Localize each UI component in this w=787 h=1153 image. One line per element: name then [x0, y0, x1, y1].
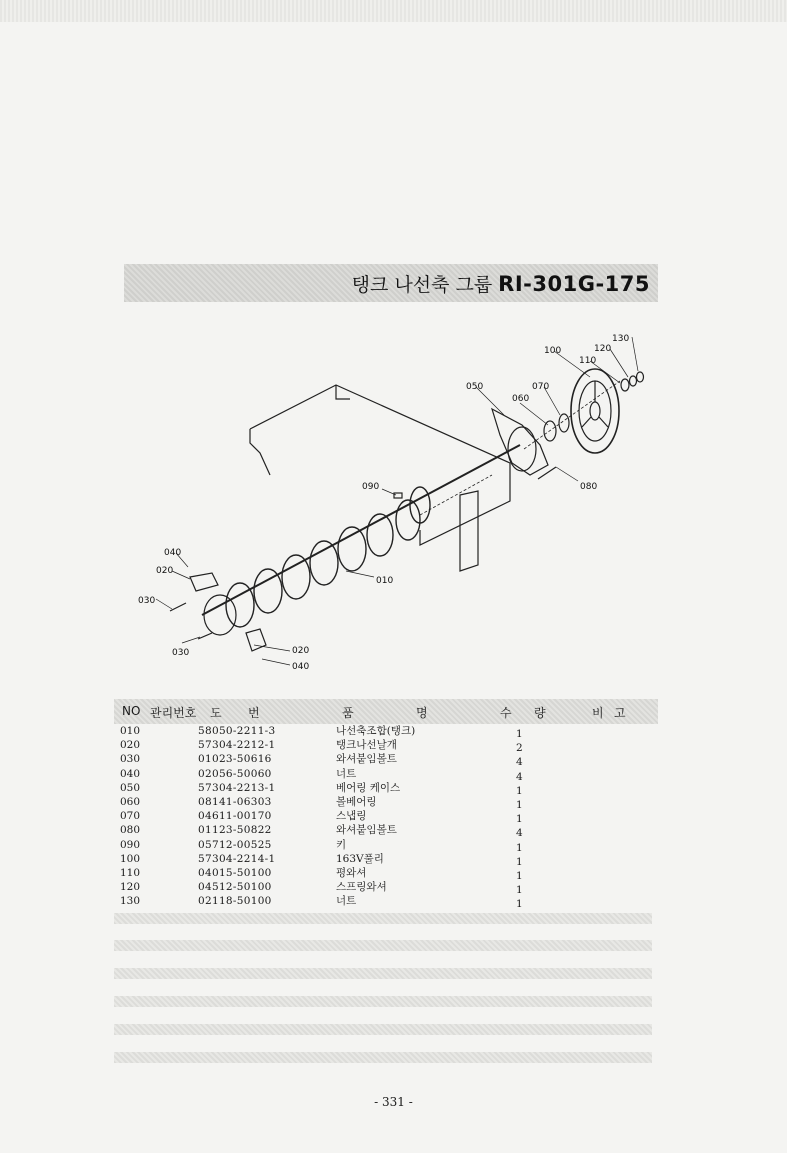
cell-name: 탱크나선날개	[336, 739, 397, 752]
cell-name: 나선축조합(탱크)	[336, 725, 416, 737]
label-110: 110	[579, 356, 597, 366]
cell-no: 130	[120, 895, 141, 908]
table-row	[114, 752, 658, 769]
bearing-case	[492, 409, 548, 475]
cell-part: 05712-00525	[198, 838, 272, 851]
cell-name: 너트	[336, 767, 357, 780]
empty-row-stripe	[114, 940, 652, 951]
table-row	[114, 823, 658, 840]
label-120: 120	[594, 344, 612, 354]
label-090: 090	[362, 482, 380, 492]
cell-part: 04512-50100	[198, 881, 272, 894]
cell-name: 163V풀리	[336, 852, 384, 865]
label-030-bottom: 030	[172, 648, 190, 658]
cell-qty: 4	[516, 827, 523, 840]
cell-part: 58050-2211-3	[198, 725, 276, 737]
page-number: - 331 -	[374, 1095, 413, 1109]
table-row	[114, 795, 658, 809]
cell-name: 스프링와셔	[336, 881, 387, 894]
header-qty-a: 수	[500, 706, 512, 720]
table-row	[114, 738, 658, 755]
table-row	[114, 852, 658, 866]
cell-qty: 4	[516, 756, 523, 769]
cell-no: 080	[120, 824, 141, 837]
cell-qty: 4	[516, 770, 523, 783]
title-korean: 탱크 나선축 그룹	[351, 274, 493, 296]
frame-edge	[336, 385, 350, 399]
cell-part: 04611-00170	[198, 810, 272, 823]
spring-washer	[630, 376, 637, 386]
empty-row-stripe	[114, 1052, 652, 1063]
label-040-top: 040	[164, 548, 182, 558]
table-row	[114, 880, 658, 897]
parts-table-body	[114, 724, 658, 911]
cell-qty: 1	[516, 841, 523, 854]
cell-qty: 1	[516, 855, 523, 868]
cell-part: 02118-50100	[198, 895, 272, 908]
label-070: 070	[532, 382, 550, 392]
cell-no: 040	[120, 767, 141, 780]
table-row	[114, 866, 658, 880]
nut	[637, 372, 644, 382]
cell-part: 04015-50100	[198, 866, 272, 879]
empty-row-stripe	[114, 968, 652, 979]
empty-row-stripe	[114, 913, 652, 924]
header-remark-a: 비	[592, 706, 604, 720]
header-remark-b: 고	[614, 706, 626, 720]
frame-rail	[250, 429, 270, 475]
header-mgmt: 관리번호	[150, 706, 197, 720]
frame-bracket	[250, 385, 510, 545]
table-row	[114, 838, 658, 852]
cell-qty: 1	[516, 798, 523, 811]
cell-qty: 1	[516, 884, 523, 897]
page-title	[352, 270, 650, 297]
cell-qty: 1	[516, 898, 523, 911]
cell-qty: 1	[516, 784, 523, 797]
header-name-b: 명	[416, 706, 428, 720]
empty-row-stripe	[114, 1024, 652, 1035]
cell-name: 베어링 케이스	[336, 781, 401, 794]
empty-row-stripe	[114, 996, 652, 1007]
cell-name: 스냅링	[336, 810, 367, 823]
cell-no: 120	[120, 881, 141, 894]
label-040-bottom: 040	[292, 662, 310, 672]
blade-upper	[190, 573, 218, 591]
cell-name: 와셔붙임볼트	[336, 824, 397, 837]
blade-lower	[246, 629, 266, 651]
cell-name: 볼베어링	[336, 795, 377, 808]
header-name-a: 품	[342, 706, 354, 720]
cell-part: 01123-50822	[198, 824, 272, 837]
cell-part: 57304-2213-1	[198, 781, 276, 794]
cell-qty: 1	[516, 813, 523, 826]
label-050: 050	[466, 382, 484, 392]
bolt-030a	[170, 603, 186, 611]
label-020-bottom: 020	[292, 646, 310, 656]
mount-plate	[460, 491, 478, 571]
spiral-flights	[226, 487, 430, 627]
pulley-hub	[590, 402, 600, 420]
label-060: 060	[512, 394, 530, 404]
header-part-b: 번	[248, 706, 260, 720]
title-code: RI-301G-175	[498, 272, 650, 296]
snap-ring	[559, 414, 569, 432]
cell-part: 57304-2214-1	[198, 852, 276, 865]
cell-part: 01023-50616	[198, 753, 272, 766]
table-row	[114, 894, 658, 911]
label-130: 130	[612, 334, 630, 344]
bolt-030b	[198, 633, 212, 639]
cell-no: 100	[120, 852, 141, 865]
cell-qty: 1	[516, 728, 523, 740]
cell-no: 030	[120, 753, 141, 766]
end-disc	[204, 595, 236, 635]
label-020-top: 020	[156, 566, 174, 576]
cell-qty: 1	[516, 869, 523, 882]
table-row	[114, 724, 658, 738]
scan-top-edge	[0, 0, 787, 22]
cell-qty: 2	[516, 742, 523, 755]
cell-no: 090	[120, 838, 141, 851]
header-part-a: 도	[210, 706, 222, 720]
cell-name: 평와셔	[336, 866, 367, 879]
cell-part: 08141-06303	[198, 795, 272, 808]
shaft-key	[394, 493, 402, 498]
cell-part: 57304-2212-1	[198, 739, 276, 752]
cell-no: 020	[120, 739, 141, 752]
cell-no: 010	[120, 725, 141, 737]
cell-name: 키	[336, 838, 347, 851]
table-row	[114, 809, 658, 826]
cell-name: 와셔붙임볼트	[336, 753, 397, 766]
table-row	[114, 781, 658, 795]
cell-name: 너트	[336, 895, 357, 908]
label-010: 010	[376, 576, 394, 586]
header-no: NO	[122, 704, 141, 718]
cell-no: 070	[120, 810, 141, 823]
table-row	[114, 767, 658, 781]
cell-no: 060	[120, 795, 141, 808]
label-100: 100	[544, 346, 562, 356]
header-qty-b: 량	[534, 706, 546, 720]
label-080: 080	[580, 482, 598, 492]
parts-table-header	[114, 699, 658, 724]
cell-no: 110	[120, 866, 141, 879]
exploded-parts-diagram	[120, 315, 660, 685]
title-bar	[124, 264, 658, 302]
cell-no: 050	[120, 781, 141, 794]
label-030-left: 030	[138, 596, 156, 606]
cell-part: 02056-50060	[198, 767, 272, 780]
flat-washer	[621, 379, 629, 391]
